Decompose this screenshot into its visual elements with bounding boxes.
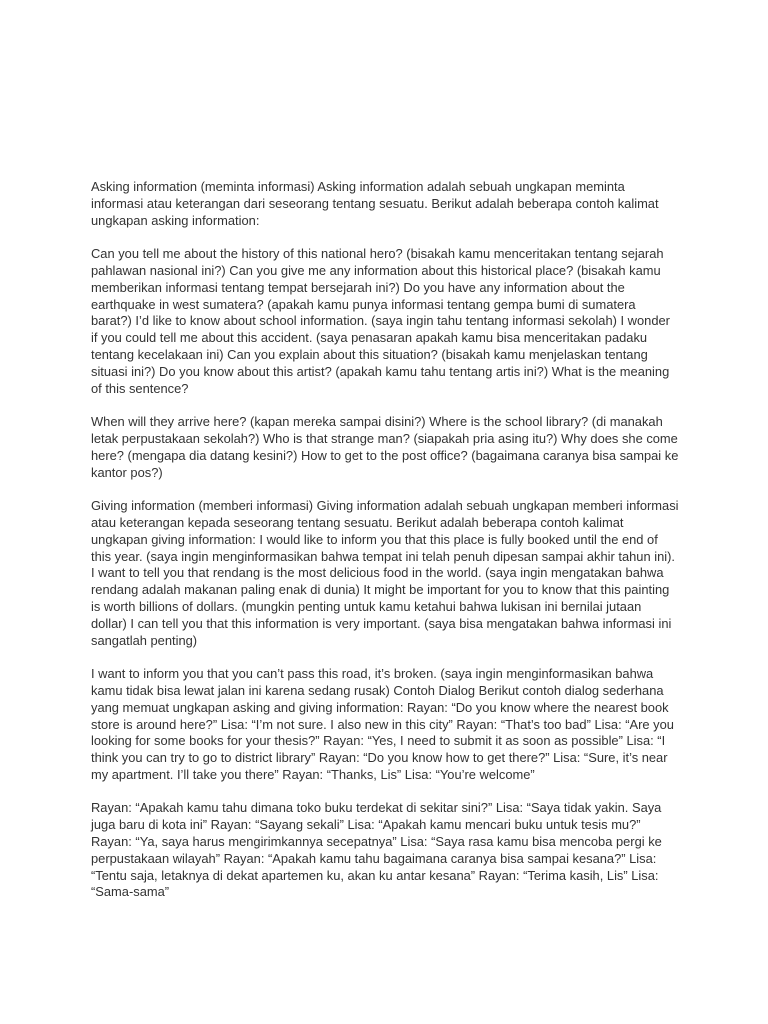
document-body <box>91 179 679 901</box>
paragraph-giving-information-examples: Giving information (memberi informasi) Giving information adalah sebuah ungkapan memberi informasi atau keterangan kepada seseorang tentang sesuatu. Berikut adalah beberapa contoh kalimat ungkapan giving information: I would like to inform you that this place is fully booked until the end of this year. (saya ingin menginformasikan bahwa tempat ini telah penuh dipesan sampai akhir tahun ini). I want to tell you that rendang is the most delicious food in the world. (saya ingin mengatakan bahwa rendang adalah makanan paling enak di dunia) It might be important for you to know that this painting is worth billions of dollars. (mungkin penting untuk kamu ketahui bahwa lukisan ini bernilai jutaan dollar) I can tell you that this information is very important. (saya bisa mengatakan bahwa informasi ini sangatlah penting) <box>91 498 679 648</box>
paragraph-dialog-english: I want to inform you that you can’t pass this road, it’s broken. (saya ingin menginformasikan bahwa kamu tidak bisa lewat jalan ini karena sedang rusak) Contoh Dialog Berikut contoh dialog sederhana yang memuat ungkapan asking and giving information: Rayan: “Do you know where the nearest book store is around here?” Lisa: “I’m not sure. I also new in this city” Rayan: “That’s too bad” Lisa: “Are you looking for some books for your thesis?” Rayan: “Yes, I need to submit it as soon as possible” Lisa: “I think you can try to go to district library” Rayan: “Do you know how to get there?” Lisa: “Sure, it’s near my apartment. I’ll take you there” Rayan: “Thanks, Lis” Lisa: “You’re welcome” <box>91 666 674 782</box>
paragraph-question-examples: When will they arrive here? (kapan mereka sampai disini?) Where is the school library? (di manakah letak perpustakaan sekolah?) Who is that strange man? (siapakah pria asing itu?) Why does she come here? (mengapa dia datang kesini?) How to get to the post office? (bagaimana caranya bisa sampai ke kantor pos?) <box>91 414 679 480</box>
paragraph-asking-information-intro: Asking information (meminta informasi) Asking information adalah sebuah ungkapan meminta informasi atau keterangan dari seseorang tentang sesuatu. Berikut adalah beberapa contoh kalimat ungkapan asking information: <box>91 179 659 228</box>
paragraph-dialog-indonesian: Rayan: “Apakah kamu tahu dimana toko buku terdekat di sekitar sini?” Lisa: “Saya tidak yakin. Saya juga baru di kota ini” Rayan: “Sayang sekali” Lisa: “Apakah kamu mencari buku untuk tesis mu?” Rayan: “Ya, saya harus mengirimkannya secepatnya” Lisa: “Saya rasa kamu bisa mencoba pergi ke perpustakaan wilayah” Rayan: “Apakah kamu tahu bagaimana caranya bisa sampai kesana?” Lisa: “Tentu saja, letaknya di dekat apartemen ku, akan ku antar kesana” Rayan: “Terima kasih, Lis” Lisa: “Sama-sama” <box>91 800 662 900</box>
paragraph-asking-information-examples: Can you tell me about the history of this national hero? (bisakah kamu menceritakan tentang sejarah pahlawan nasional ini?) Can you give me any information about this historical place? (bisakah kamu memberikan informasi tentang tempat bersejarah ini?) Do you have any information about the earthquake in west sumatera? (apakah kamu punya informasi tentang gempa bumi di sumatera barat?) I’d like to know about school information. (saya ingin tahu tentang informasi sekolah) I wonder if you could tell me about this accident. (saya penasaran apakah kamu bisa menceritakan padaku tentang kecelakaan ini) Can you explain about this situation? (bisakah kamu menjelaskan tentang situasi ini?) Do you know about this artist? (apakah kamu tahu tentang artis ini?) What is the meaning of this sentence? <box>91 246 670 396</box>
